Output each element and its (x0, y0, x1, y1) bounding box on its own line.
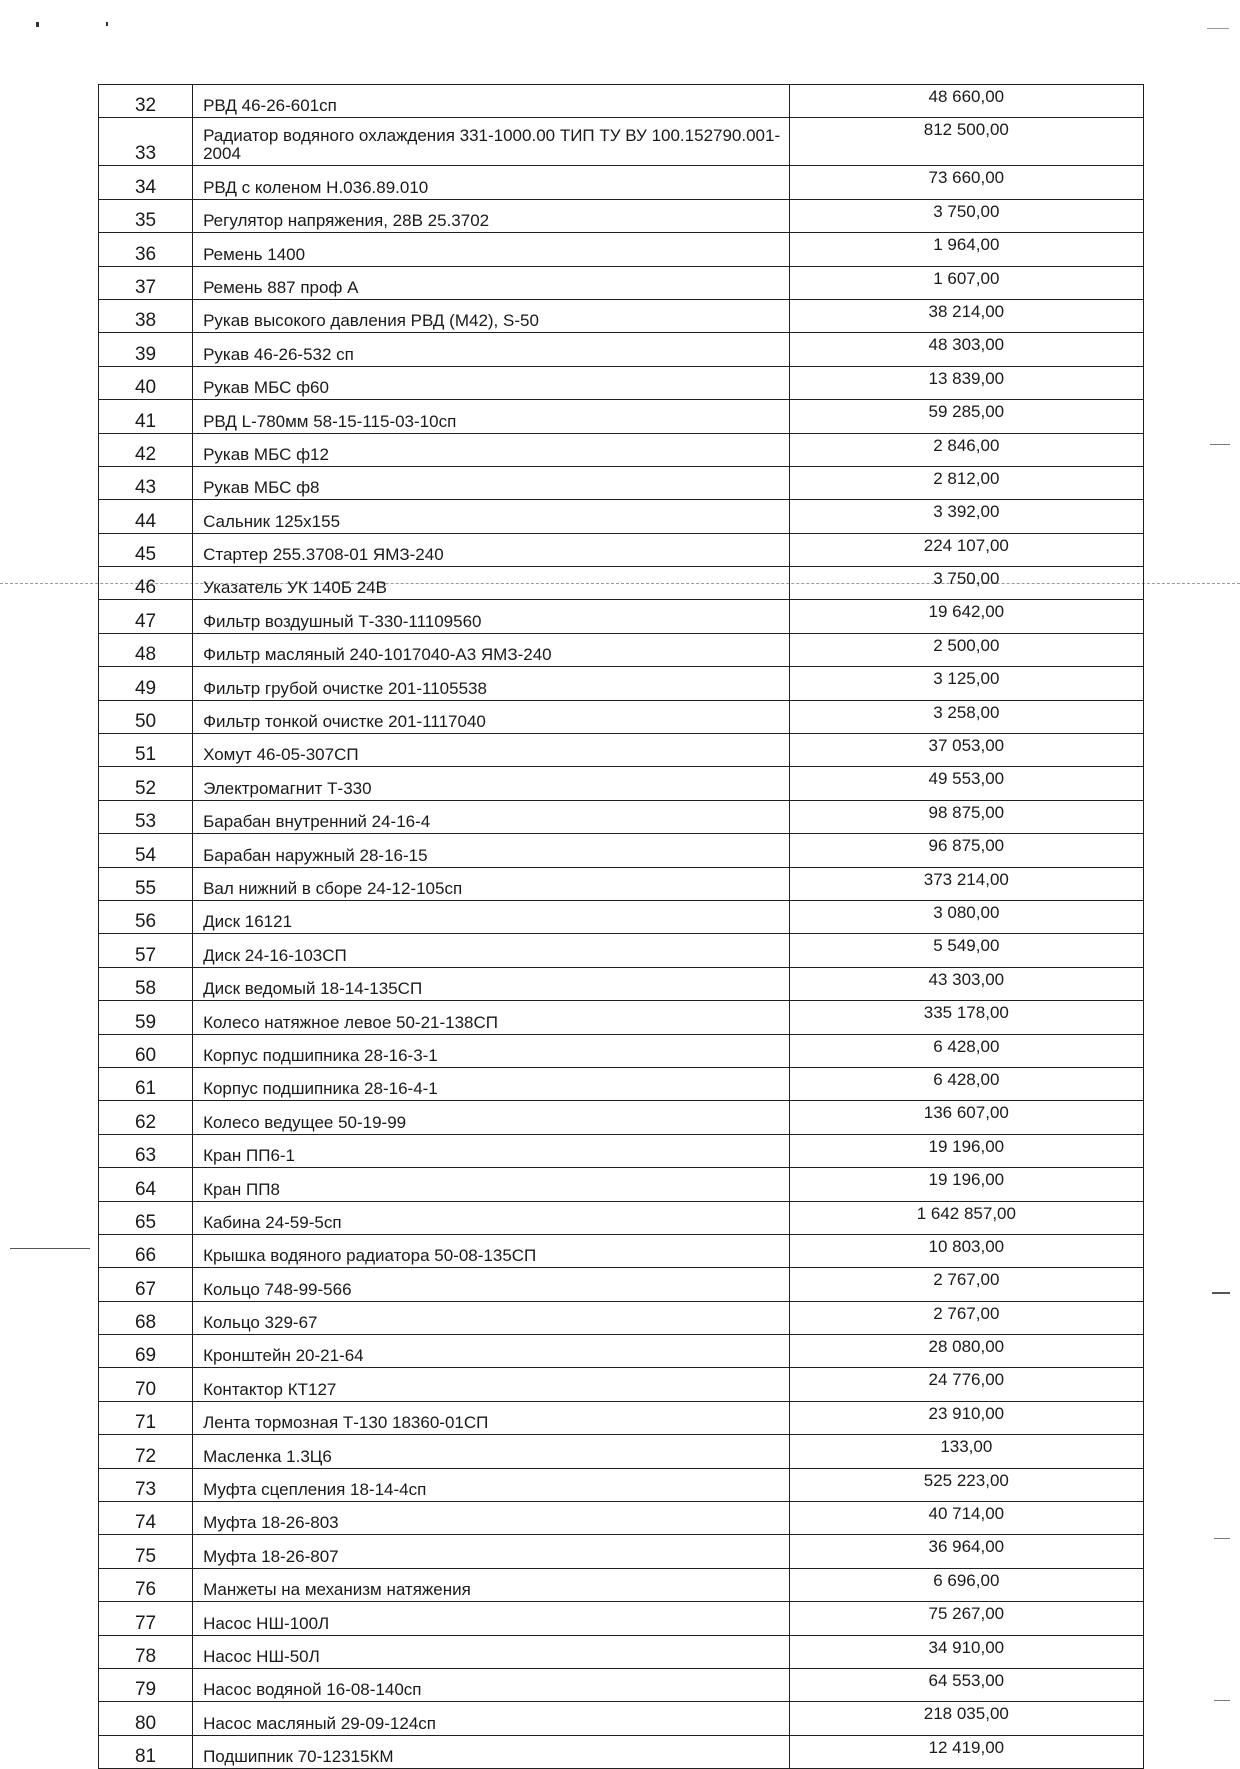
row-number: 72 (99, 1435, 193, 1468)
part-price: 6 428,00 (789, 1034, 1143, 1067)
table-row (99, 1401, 1144, 1434)
table-row (99, 366, 1144, 399)
part-name: Корпус подшипника 28-16-4-1 (193, 1067, 790, 1100)
row-number: 36 (99, 233, 193, 266)
row-number: 73 (99, 1468, 193, 1501)
table-row (99, 1702, 1144, 1735)
part-name: Стартер 255.3708-01 ЯМЗ-240 (193, 533, 790, 566)
scan-mark (106, 22, 108, 26)
row-number: 51 (99, 734, 193, 767)
row-number: 61 (99, 1067, 193, 1100)
part-price: 525 223,00 (789, 1468, 1143, 1501)
table-row (99, 266, 1144, 299)
part-price: 96 875,00 (789, 834, 1143, 867)
table-row (99, 1668, 1144, 1701)
table-row (99, 1435, 1144, 1468)
table-row (99, 500, 1144, 533)
part-price: 3 258,00 (789, 700, 1143, 733)
row-number: 47 (99, 600, 193, 633)
table-row (99, 1101, 1144, 1134)
part-name: Хомут 46-05-307СП (193, 734, 790, 767)
row-number: 45 (99, 533, 193, 566)
table-row (99, 1735, 1144, 1768)
part-name: Муфта 18-26-803 (193, 1502, 790, 1535)
table-row (99, 633, 1144, 666)
table-row (99, 1502, 1144, 1535)
table-row (99, 199, 1144, 232)
row-number: 48 (99, 633, 193, 666)
table-row (99, 1168, 1144, 1201)
part-name: Корпус подшипника 28-16-3-1 (193, 1034, 790, 1067)
part-name: Диск ведомый 18-14-135СП (193, 967, 790, 1000)
table-row (99, 1602, 1144, 1635)
part-name: Насос водяной 16-08-140сп (193, 1668, 790, 1701)
part-name: Электромагнит Т-330 (193, 767, 790, 800)
part-name: Диск 16121 (193, 900, 790, 933)
part-price: 3 080,00 (789, 900, 1143, 933)
row-number: 35 (99, 199, 193, 232)
part-price: 48 660,00 (789, 85, 1143, 118)
part-name: Подшипник 70-12315КМ (193, 1735, 790, 1768)
table-row (99, 1134, 1144, 1167)
part-name: Ремень 887 проф А (193, 266, 790, 299)
row-number: 78 (99, 1635, 193, 1668)
table-row (99, 1268, 1144, 1301)
table-row (99, 118, 1144, 166)
part-price: 224 107,00 (789, 533, 1143, 566)
part-price: 1 642 857,00 (789, 1201, 1143, 1234)
row-number: 65 (99, 1201, 193, 1234)
row-number: 75 (99, 1535, 193, 1568)
row-number: 59 (99, 1001, 193, 1034)
row-number: 52 (99, 767, 193, 800)
table-body (99, 85, 1144, 1769)
part-price: 73 660,00 (789, 166, 1143, 199)
part-name: Кабина 24-59-5сп (193, 1201, 790, 1234)
row-number: 80 (99, 1702, 193, 1735)
part-price: 136 607,00 (789, 1101, 1143, 1134)
part-name: Кран ПП6-1 (193, 1134, 790, 1167)
part-price: 3 125,00 (789, 667, 1143, 700)
table-row (99, 85, 1144, 118)
part-price: 19 642,00 (789, 600, 1143, 633)
row-number: 60 (99, 1034, 193, 1067)
part-price: 12 419,00 (789, 1735, 1143, 1768)
part-name: Колесо натяжное левое 50-21-138СП (193, 1001, 790, 1034)
row-number: 63 (99, 1134, 193, 1167)
row-number: 74 (99, 1502, 193, 1535)
row-number: 71 (99, 1401, 193, 1434)
part-name: Барабан внутренний 24-16-4 (193, 800, 790, 833)
scan-mark (36, 22, 39, 27)
table-row (99, 1635, 1144, 1668)
part-name: Фильтр воздушный Т-330-11109560 (193, 600, 790, 633)
part-name: Кронштейн 20-21-64 (193, 1335, 790, 1368)
table-row (99, 1034, 1144, 1067)
part-price: 2 767,00 (789, 1301, 1143, 1334)
part-price: 2 812,00 (789, 466, 1143, 499)
table-row (99, 834, 1144, 867)
part-price: 133,00 (789, 1435, 1143, 1468)
part-price: 2 500,00 (789, 633, 1143, 666)
scan-mark (1214, 1700, 1230, 1701)
part-price: 40 714,00 (789, 1502, 1143, 1535)
row-number: 44 (99, 500, 193, 533)
part-name: Фильтр тонкой очистке 201-1117040 (193, 700, 790, 733)
row-number: 53 (99, 800, 193, 833)
row-number: 79 (99, 1668, 193, 1701)
table-row (99, 299, 1144, 332)
part-price: 19 196,00 (789, 1168, 1143, 1201)
table-row (99, 967, 1144, 1000)
row-number: 77 (99, 1602, 193, 1635)
part-name: Рукав МБС ф8 (193, 466, 790, 499)
part-name: Регулятор напряжения, 28В 25.3702 (193, 199, 790, 232)
part-name: Фильтр грубой очистке 201-1105538 (193, 667, 790, 700)
table-row (99, 1067, 1144, 1100)
parts-price-table (98, 84, 1144, 1769)
row-number: 67 (99, 1268, 193, 1301)
part-price: 59 285,00 (789, 400, 1143, 433)
part-price: 37 053,00 (789, 734, 1143, 767)
part-name: Манжеты на механизм натяжения (193, 1568, 790, 1601)
part-price: 10 803,00 (789, 1234, 1143, 1267)
part-name: Кран ПП8 (193, 1168, 790, 1201)
table-row (99, 567, 1144, 600)
part-name: Рукав 46-26-532 сп (193, 333, 790, 366)
table-row (99, 700, 1144, 733)
table-row (99, 1301, 1144, 1334)
part-price: 5 549,00 (789, 934, 1143, 967)
table-row (99, 1535, 1144, 1568)
row-number: 64 (99, 1168, 193, 1201)
part-price: 3 392,00 (789, 500, 1143, 533)
part-name: Колесо ведущее 50-19-99 (193, 1101, 790, 1134)
table-row (99, 400, 1144, 433)
part-name: Фильтр масляный 240-1017040-А3 ЯМЗ-240 (193, 633, 790, 666)
part-name: Крышка водяного радиатора 50-08-135СП (193, 1234, 790, 1267)
row-number: 37 (99, 266, 193, 299)
row-number: 56 (99, 900, 193, 933)
row-number: 33 (99, 118, 193, 166)
part-price: 1 964,00 (789, 233, 1143, 266)
part-name: РВД L-780мм 58-15-115-03-10сп (193, 400, 790, 433)
part-price: 3 750,00 (789, 199, 1143, 232)
table-row (99, 934, 1144, 967)
part-price: 6 696,00 (789, 1568, 1143, 1601)
part-price: 38 214,00 (789, 299, 1143, 332)
part-name: Радиатор водяного охлаждения 331-1000.00 ТИП ТУ ВУ 100.152790.001-2004 (193, 118, 790, 166)
row-number: 50 (99, 700, 193, 733)
row-number: 32 (99, 85, 193, 118)
part-name: РВД с коленом Н.036.89.010 (193, 166, 790, 199)
row-number: 69 (99, 1335, 193, 1368)
part-price: 98 875,00 (789, 800, 1143, 833)
row-number: 49 (99, 667, 193, 700)
part-price: 28 080,00 (789, 1335, 1143, 1368)
part-price: 1 607,00 (789, 266, 1143, 299)
part-name: Муфта 18-26-807 (193, 1535, 790, 1568)
part-price: 34 910,00 (789, 1635, 1143, 1668)
table-row (99, 1568, 1144, 1601)
row-number: 58 (99, 967, 193, 1000)
row-number: 55 (99, 867, 193, 900)
part-price: 13 839,00 (789, 366, 1143, 399)
part-price: 36 964,00 (789, 1535, 1143, 1568)
part-name: Рукав высокого давления РВД (М42), S-50 (193, 299, 790, 332)
table-row (99, 734, 1144, 767)
row-number: 38 (99, 299, 193, 332)
table-row (99, 166, 1144, 199)
table-row (99, 1001, 1144, 1034)
table-row (99, 1368, 1144, 1401)
part-price: 812 500,00 (789, 118, 1143, 166)
row-number: 57 (99, 934, 193, 967)
table-row (99, 1201, 1144, 1234)
part-name: Указатель УК 140Б 24В (193, 567, 790, 600)
scan-mark (1214, 1538, 1230, 1539)
part-price: 43 303,00 (789, 967, 1143, 1000)
part-name: Лента тормозная Т-130 18360-01СП (193, 1401, 790, 1434)
part-name: РВД 46-26-601сп (193, 85, 790, 118)
part-price: 3 750,00 (789, 567, 1143, 600)
part-name: Ремень 1400 (193, 233, 790, 266)
row-number: 42 (99, 433, 193, 466)
part-name: Масленка 1.3Ц6 (193, 1435, 790, 1468)
part-price: 48 303,00 (789, 333, 1143, 366)
table-row (99, 600, 1144, 633)
part-name: Вал нижний в сборе 24-12-105сп (193, 867, 790, 900)
part-name: Рукав МБС ф60 (193, 366, 790, 399)
part-price: 23 910,00 (789, 1401, 1143, 1434)
row-number: 70 (99, 1368, 193, 1401)
part-name: Сальник 125х155 (193, 500, 790, 533)
part-price: 6 428,00 (789, 1067, 1143, 1100)
part-price: 19 196,00 (789, 1134, 1143, 1167)
part-name: Диск 24-16-103СП (193, 934, 790, 967)
scan-mark (1207, 28, 1229, 29)
table-row (99, 533, 1144, 566)
part-name: Кольцо 748-99-566 (193, 1268, 790, 1301)
part-name: Насос масляный 29-09-124сп (193, 1702, 790, 1735)
table-row (99, 1335, 1144, 1368)
part-price: 2 767,00 (789, 1268, 1143, 1301)
row-number: 39 (99, 333, 193, 366)
part-name: Насос НШ-100Л (193, 1602, 790, 1635)
row-number: 54 (99, 834, 193, 867)
row-number: 34 (99, 166, 193, 199)
table-row (99, 333, 1144, 366)
part-name: Муфта сцепления 18-14-4сп (193, 1468, 790, 1501)
part-name: Контактор КТ127 (193, 1368, 790, 1401)
row-number: 62 (99, 1101, 193, 1134)
row-number: 43 (99, 466, 193, 499)
scan-mark (1212, 1292, 1230, 1294)
table-row (99, 867, 1144, 900)
row-number: 41 (99, 400, 193, 433)
part-name: Рукав МБС ф12 (193, 433, 790, 466)
part-price: 24 776,00 (789, 1368, 1143, 1401)
scan-mark (1210, 444, 1230, 445)
table-row (99, 800, 1144, 833)
part-price: 373 214,00 (789, 867, 1143, 900)
table-row (99, 466, 1144, 499)
row-number: 68 (99, 1301, 193, 1334)
part-price: 218 035,00 (789, 1702, 1143, 1735)
row-number: 81 (99, 1735, 193, 1768)
table-row (99, 1234, 1144, 1267)
part-price: 64 553,00 (789, 1668, 1143, 1701)
row-number: 40 (99, 366, 193, 399)
table-row (99, 1468, 1144, 1501)
row-number: 46 (99, 567, 193, 600)
row-number: 66 (99, 1234, 193, 1267)
table-row (99, 433, 1144, 466)
part-price: 335 178,00 (789, 1001, 1143, 1034)
part-price: 2 846,00 (789, 433, 1143, 466)
scan-mark (10, 1248, 90, 1249)
part-name: Барабан наружный 28-16-15 (193, 834, 790, 867)
table-row (99, 900, 1144, 933)
table-row (99, 233, 1144, 266)
part-price: 75 267,00 (789, 1602, 1143, 1635)
part-name: Насос НШ-50Л (193, 1635, 790, 1668)
part-name: Кольцо 329-67 (193, 1301, 790, 1334)
row-number: 76 (99, 1568, 193, 1601)
part-price: 49 553,00 (789, 767, 1143, 800)
table-row (99, 767, 1144, 800)
table-row (99, 667, 1144, 700)
